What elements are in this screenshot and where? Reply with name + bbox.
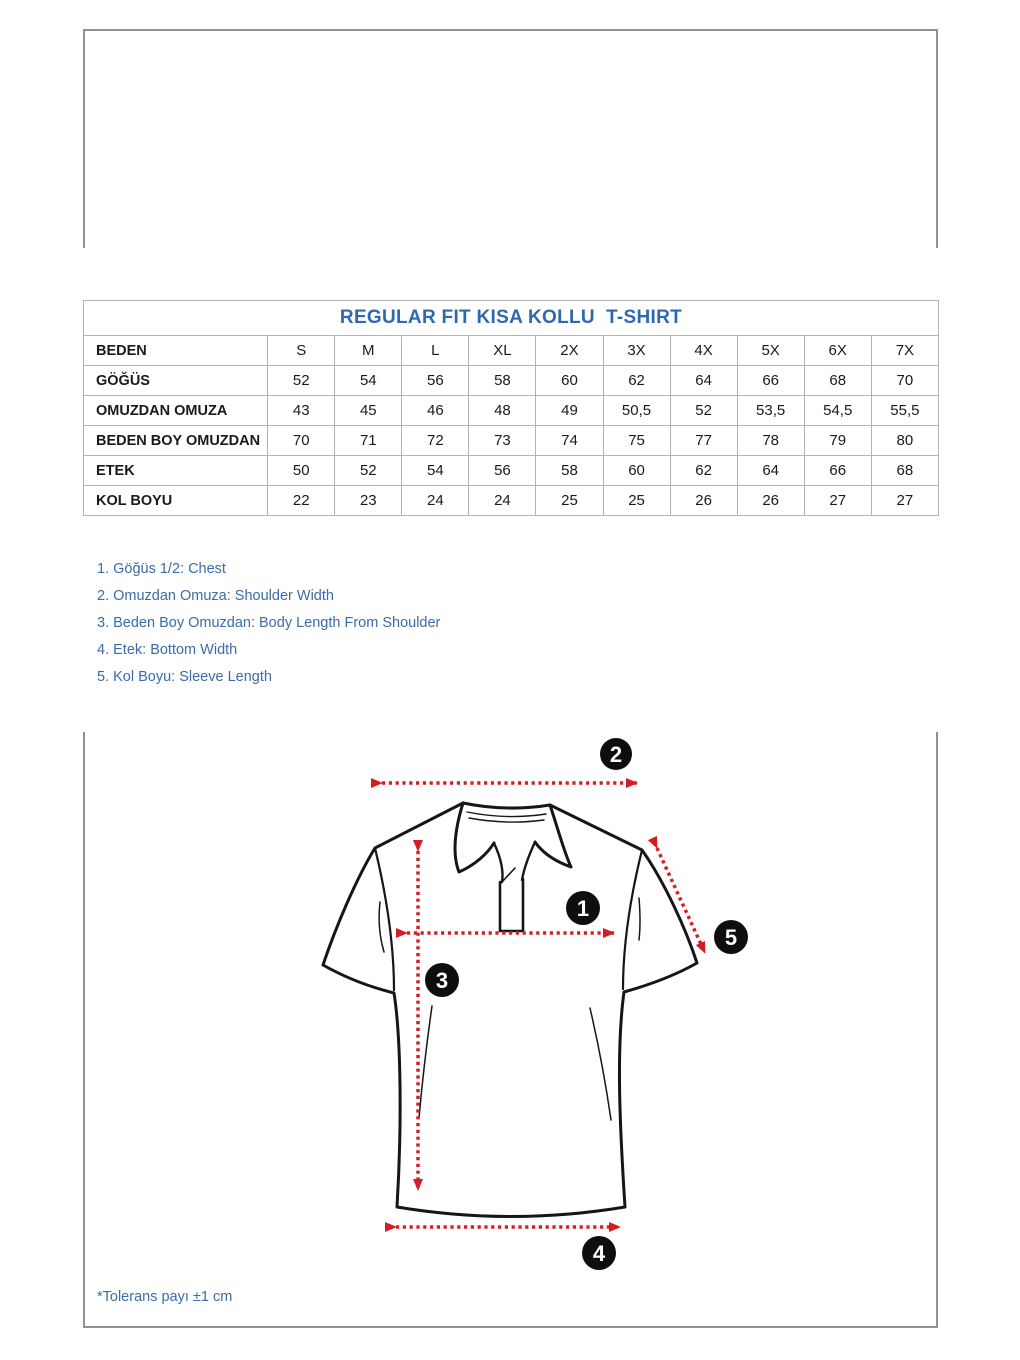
row-value: 68 bbox=[804, 366, 871, 396]
legend-item: 2. Omuzdan Omuza: Shoulder Width bbox=[97, 588, 334, 604]
row-value: 60 bbox=[536, 366, 603, 396]
table-row bbox=[84, 366, 939, 396]
row-value: 58 bbox=[536, 456, 603, 486]
row-value: 64 bbox=[737, 456, 804, 486]
table-row bbox=[84, 396, 939, 426]
armhole-seam-left bbox=[375, 848, 394, 990]
marker-bottom bbox=[582, 1236, 616, 1270]
marker-chest-number: 1 bbox=[576, 896, 590, 921]
row-value: 43 bbox=[268, 396, 335, 426]
row-value: 52 bbox=[335, 456, 402, 486]
table-row bbox=[84, 486, 939, 516]
row-value: 27 bbox=[804, 486, 871, 516]
row-value: 52 bbox=[670, 396, 737, 426]
header-cell-size: 6X bbox=[804, 336, 871, 366]
row-value: 74 bbox=[536, 426, 603, 456]
row-value: 45 bbox=[335, 396, 402, 426]
polo-shirt-outline bbox=[323, 803, 697, 1217]
row-value: 73 bbox=[469, 426, 536, 456]
header-cell-size: 2X bbox=[536, 336, 603, 366]
measure-arrow-sleeve bbox=[657, 848, 705, 953]
header-cell-size: 3X bbox=[603, 336, 670, 366]
legend-item: 3. Beden Boy Omuzdan: Body Length From Shoulder bbox=[97, 615, 441, 631]
neckline-left bbox=[494, 843, 503, 882]
row-value: 58 bbox=[469, 366, 536, 396]
row-value: 64 bbox=[670, 366, 737, 396]
row-value: 70 bbox=[871, 366, 938, 396]
marker-shoulder bbox=[600, 738, 632, 770]
header-cell-size: 5X bbox=[737, 336, 804, 366]
row-value: 66 bbox=[737, 366, 804, 396]
row-value: 24 bbox=[402, 486, 469, 516]
body-crease-left bbox=[419, 1006, 432, 1118]
header-cell-size: XL bbox=[469, 336, 536, 366]
marker-sleeve bbox=[714, 920, 748, 954]
row-value: 72 bbox=[402, 426, 469, 456]
row-value: 24 bbox=[469, 486, 536, 516]
row-value: 56 bbox=[469, 456, 536, 486]
header-cell-beden: BEDEN bbox=[84, 336, 268, 366]
marker-sleeve-number: 5 bbox=[724, 925, 738, 950]
row-value: 25 bbox=[603, 486, 670, 516]
marker-length-number: 3 bbox=[435, 968, 449, 993]
table-row bbox=[84, 456, 939, 486]
row-value: 49 bbox=[536, 396, 603, 426]
legend-item: 4. Etek: Bottom Width bbox=[97, 642, 238, 658]
size-table bbox=[83, 300, 939, 516]
collar-band-line-2 bbox=[469, 818, 544, 822]
row-value: 55,5 bbox=[871, 396, 938, 426]
row-value: 68 bbox=[871, 456, 938, 486]
placket bbox=[500, 879, 523, 931]
row-label: BEDEN BOY OMUZDAN bbox=[84, 426, 268, 456]
collar-band-top bbox=[463, 803, 550, 808]
table-title-row bbox=[84, 301, 939, 336]
marker-chest bbox=[566, 891, 600, 925]
row-value: 80 bbox=[871, 426, 938, 456]
measure-markers bbox=[425, 738, 748, 1270]
row-label: ETEK bbox=[84, 456, 268, 486]
header-cell-size: S bbox=[268, 336, 335, 366]
row-label: OMUZDAN OMUZA bbox=[84, 396, 268, 426]
tolerance-note: *Tolerans payı ±1 cm bbox=[97, 1289, 233, 1305]
row-value: 26 bbox=[737, 486, 804, 516]
row-value: 52 bbox=[268, 366, 335, 396]
row-value: 75 bbox=[603, 426, 670, 456]
row-value: 60 bbox=[603, 456, 670, 486]
measurement-legend bbox=[97, 562, 440, 697]
row-value: 66 bbox=[804, 456, 871, 486]
row-value: 62 bbox=[670, 456, 737, 486]
row-value: 25 bbox=[536, 486, 603, 516]
marker-shoulder-number: 2 bbox=[609, 742, 623, 767]
row-value: 48 bbox=[469, 396, 536, 426]
header-cell-size: M bbox=[335, 336, 402, 366]
row-value: 54 bbox=[335, 366, 402, 396]
row-value: 54 bbox=[402, 456, 469, 486]
row-value: 50,5 bbox=[603, 396, 670, 426]
polo-shirt-diagram bbox=[83, 732, 938, 1328]
marker-length bbox=[425, 963, 459, 997]
row-label: GÖĞÜS bbox=[84, 366, 268, 396]
header-cell-size: L bbox=[402, 336, 469, 366]
row-value: 56 bbox=[402, 366, 469, 396]
legend-item: 1. Göğüs 1/2: Chest bbox=[97, 561, 226, 577]
row-value: 62 bbox=[603, 366, 670, 396]
row-value: 23 bbox=[335, 486, 402, 516]
sleeve-crease-left bbox=[379, 902, 384, 952]
row-value: 50 bbox=[268, 456, 335, 486]
sleeve-crease-right bbox=[639, 898, 640, 940]
product-image-placeholder bbox=[83, 29, 938, 248]
header-cell-size: 4X bbox=[670, 336, 737, 366]
row-label: KOL BOYU bbox=[84, 486, 268, 516]
row-value: 71 bbox=[335, 426, 402, 456]
row-value: 79 bbox=[804, 426, 871, 456]
row-value: 54,5 bbox=[804, 396, 871, 426]
armhole-seam-right bbox=[623, 850, 642, 989]
row-value: 77 bbox=[670, 426, 737, 456]
row-value: 46 bbox=[402, 396, 469, 426]
legend-item: 5. Kol Boyu: Sleeve Length bbox=[97, 669, 272, 685]
table-row bbox=[84, 426, 939, 456]
marker-bottom-number: 4 bbox=[592, 1241, 606, 1266]
body-crease-right bbox=[590, 1008, 611, 1120]
collar-band-line-1 bbox=[467, 812, 546, 817]
table-title: REGULAR FIT KISA KOLLU T-SHIRT bbox=[84, 301, 939, 336]
table-header-row bbox=[84, 336, 939, 366]
row-value: 26 bbox=[670, 486, 737, 516]
header-cell-size: 7X bbox=[871, 336, 938, 366]
neckline-right bbox=[522, 842, 535, 880]
row-value: 53,5 bbox=[737, 396, 804, 426]
row-value: 70 bbox=[268, 426, 335, 456]
row-value: 78 bbox=[737, 426, 804, 456]
row-value: 22 bbox=[268, 486, 335, 516]
row-value: 27 bbox=[871, 486, 938, 516]
